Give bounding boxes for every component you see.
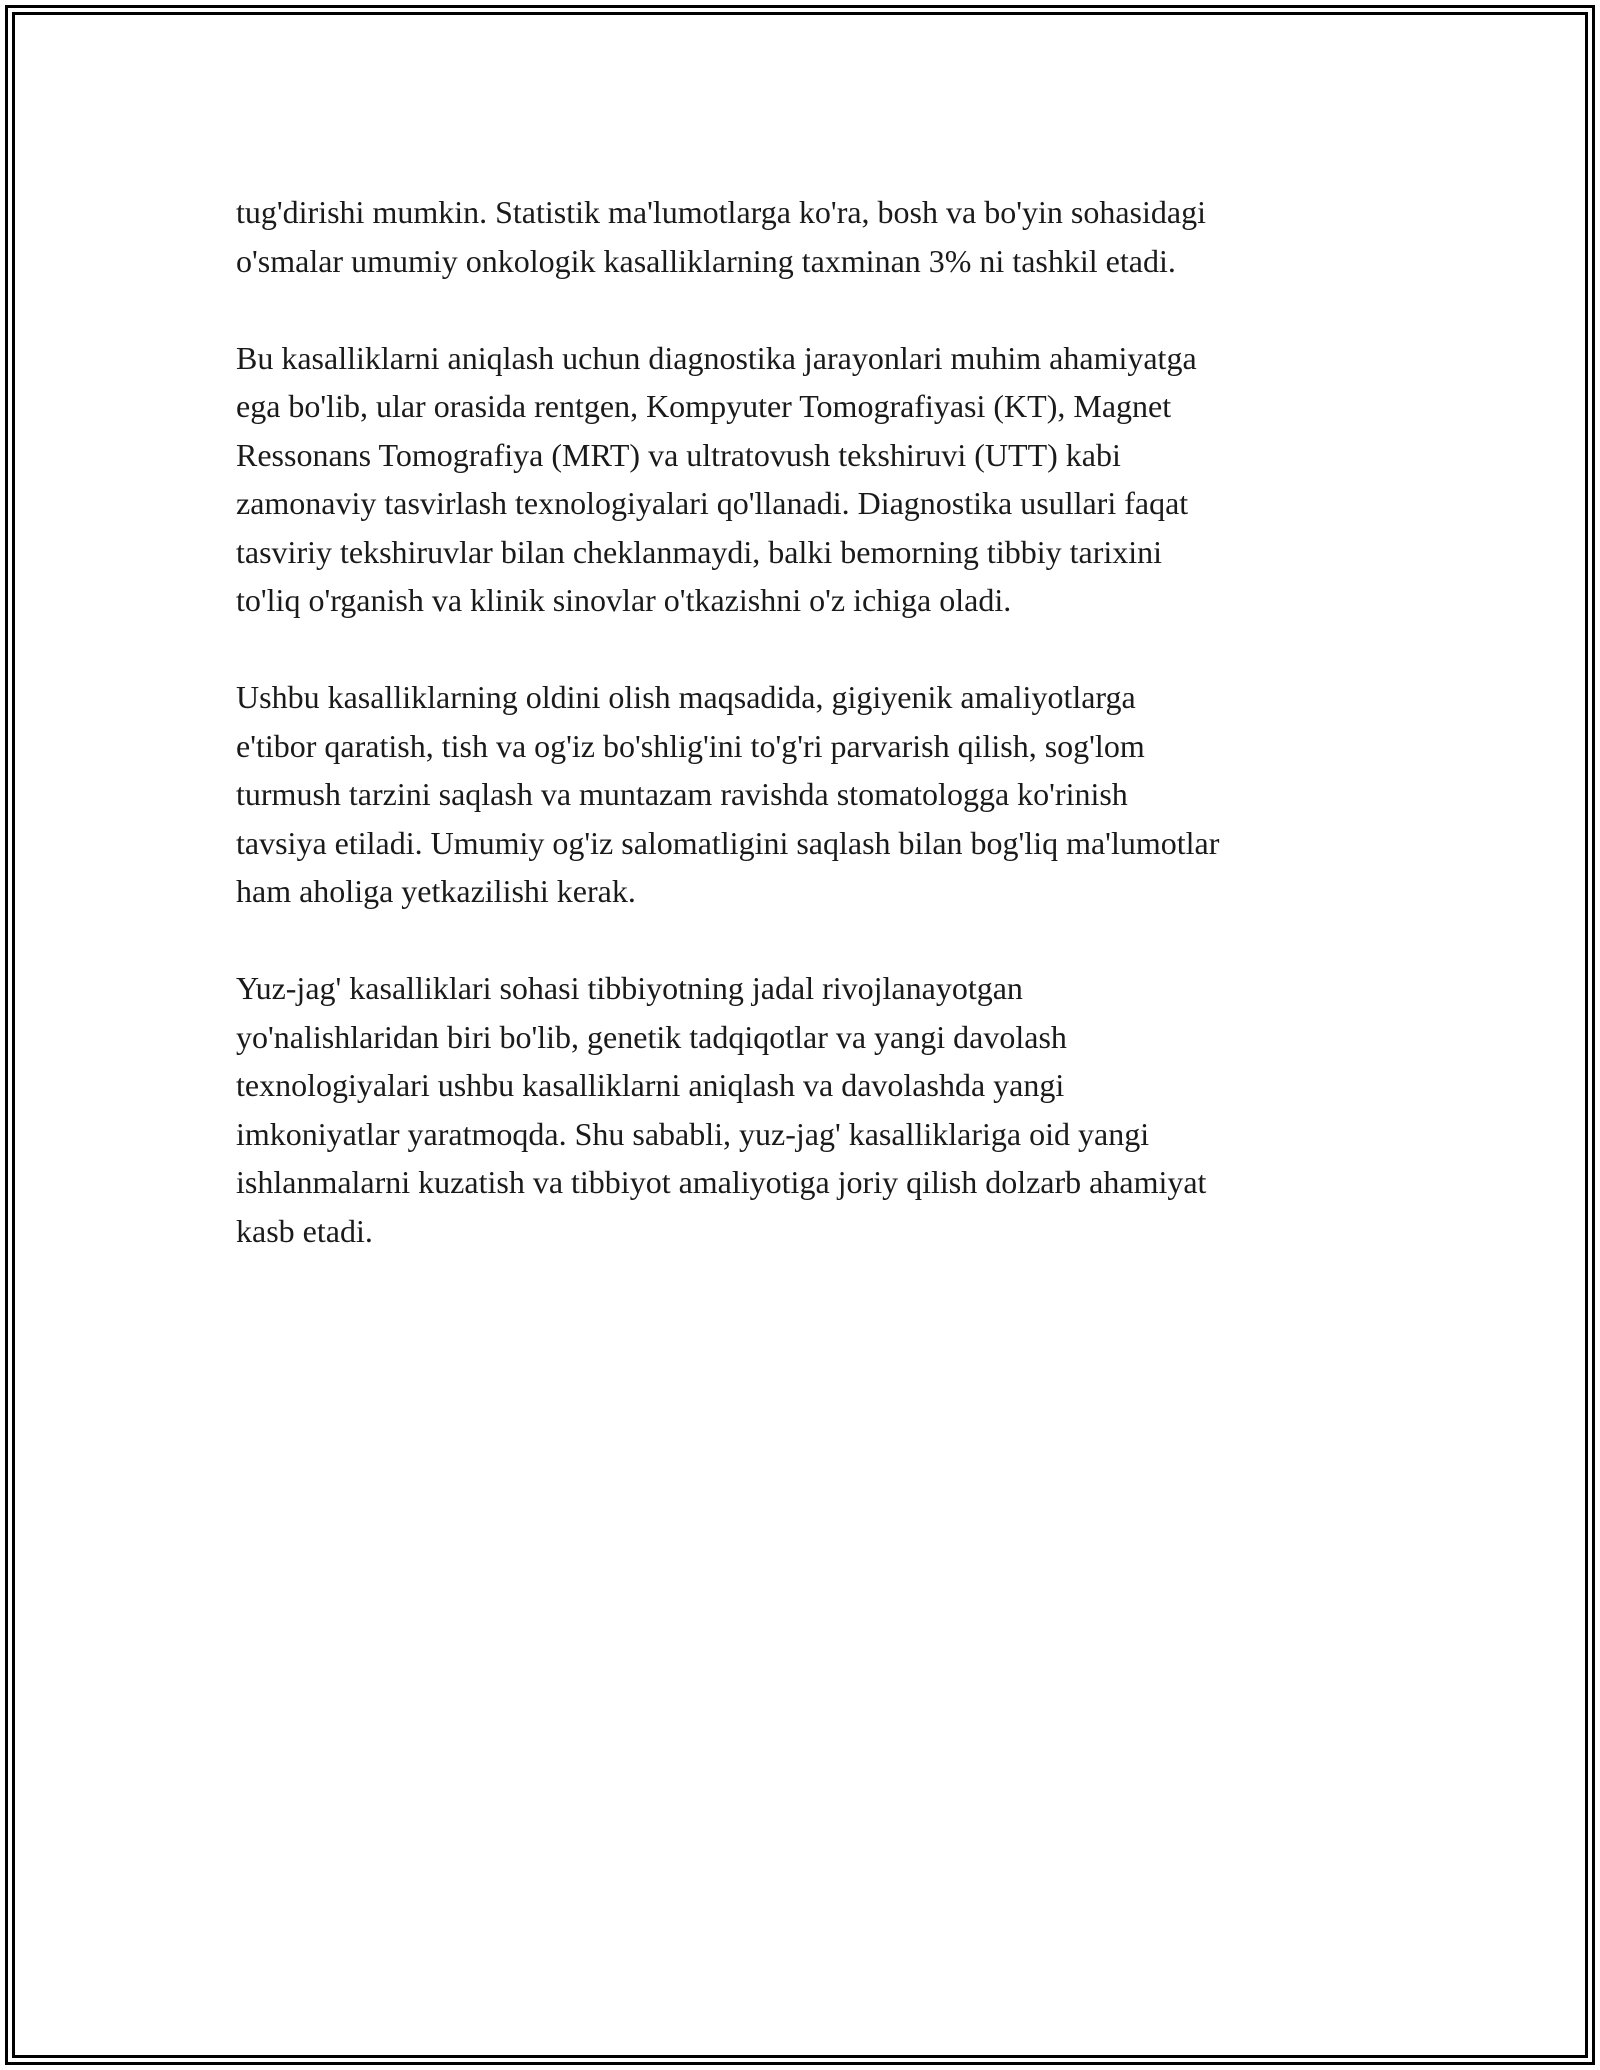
document-body: [236, 188, 1376, 1304]
paragraph-prevention: Ushbu kasalliklarning oldini olish maqsadida, gigiyenik amaliyotlarga e'tibor qaratish, tish va og'iz bo'shlig'ini to'g'ri parvarish qilish, sog'lom turmush tarzini saqlash va muntazam ravishda stomatologga ko'rinish tavsiya etiladi. Umumiy og'iz salomatligini saqlash bilan bog'liq ma'lumotlar ham aholiga yetkazilishi kerak.: [236, 679, 1220, 909]
paragraph-diagnostics: Bu kasalliklarni aniqlash uchun diagnostika jarayonlari muhim ahamiyatga ega bo'lib, ular orasida rentgen, Kompyuter Tomografiyasi (KT), Magnet Ressonans Tomografiya (MRT) va ultratovush tekshiruvi (UTT) kabi zamonaviy tasvirlash texnologiyalari qo'llanadi. Diagnostika usullari faqat tasviriy tekshiruvlar bilan cheklanmaydi, balki bemorning tibbiy tarixini to'liq o'rganish va klinik sinovlar o'tkazishni o'z ichiga oladi.: [236, 339, 1197, 618]
paragraph-research: Yuz-jag' kasalliklari sohasi tibbiyotning jadal rivojlanayotgan yo'nalishlaridan biri bo'lib, genetik tadqiqotlar va yangi davolash texnologiyalari ushbu kasalliklarni aniqlash va davolashda yangi imkoniyatlar yaratmoqda. Shu sababli, yuz-jag' kasalliklariga oid yangi ishlanmalarni kuzatish va tibbiyot amaliyotiga joriy qilish dolzarb ahamiyat kasb etadi.: [236, 970, 1207, 1249]
paragraph-statistics: tug'dirishi mumkin. Statistik ma'lumotlarga ko'ra, bosh va bo'yin sohasidagi o'smalar umumiy onkologik kasalliklarning taxminan 3% ni tashkil etadi.: [236, 194, 1206, 279]
